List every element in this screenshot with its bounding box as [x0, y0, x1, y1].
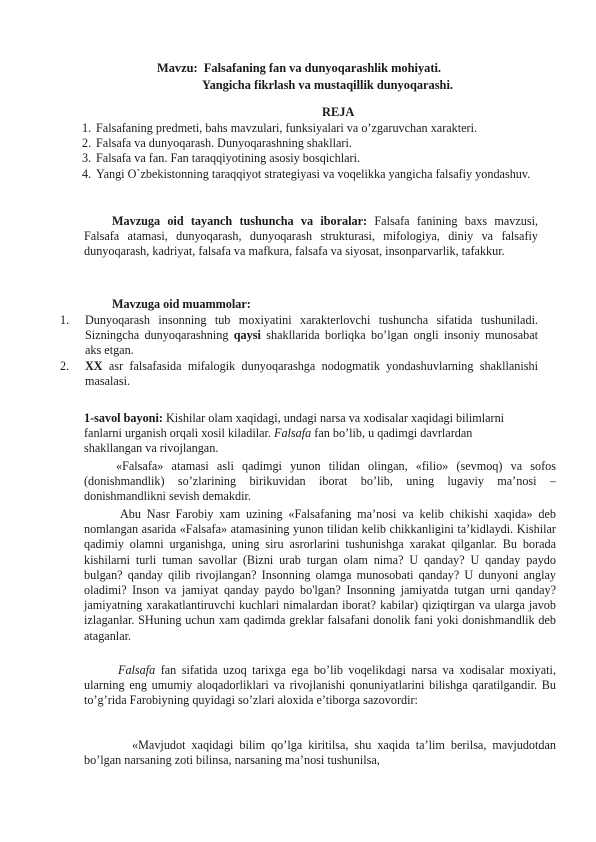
question1-label: 1-savol bayoni:	[84, 411, 163, 425]
falsafa-term: Falsafa	[118, 663, 156, 677]
question1-text: Kishilar olam xaqidagi, undagi narsa va xodisalar xaqidagi bilimlarni fanlarni urganish orqali xosil kiladilar.	[84, 411, 505, 441]
plan-item	[82, 167, 552, 182]
farobiy-paragraph: Abu Nasr Farobiy xam uzining «Falsafaning ma’nosi va kelib chikishi xaqida» deb nomlangan asarida «Falsafa» atamasining yunon tilidan kelib chikkanligini ta’kidlaydi. Kishilar qadimiy olamni urganishga, uning siru asrorlarini tushunishga xarakat qilganlar. Bu borada kishilarni turli tuman savollar (Bizni urab turgan olam nima? U qanday? U qanday paydo bulgan? qanday qilib rivojlangan? Insonning olamga munosobati qanday? U dunyoni anglay oladimi? Inson va jamiyat qanday paydo bo'lgan? Insonning jamiyatda tutgan urni qanday? jamiyatning xarakatlantiruvchi kuchlari nimalardan iborat? kabilar) qiziqtirgan va ularga javob izlaganlar. SHuning uchun xam qadimda greklar falsafani donolik fani yoki donishmandlik deb ataganlar.	[84, 507, 556, 643]
problem-text: asr falsafasida mifalogik dunyoqarashga nodogmatik yondashuvlarning shakllanishi masalasi.	[85, 358, 538, 388]
problem-emphasis: XX	[85, 358, 103, 373]
topic-title-text: Falsafaning fan va dunyoqarashlik mohiyati.	[203, 61, 442, 75]
plan-item-text: Falsafa va fan. Fan taraqqiyotining asosiy bosqichlari.	[96, 151, 361, 166]
question1-text: fan bo’lib, u qadimgi davrlardan shakllangan va rivojlangan.	[84, 426, 473, 456]
problem-number: 1.	[60, 313, 70, 327]
problems-heading	[112, 297, 412, 312]
plan-item-text: Falsafa va dunyoqarash. Dunyoqarashning shakllari.	[96, 136, 352, 151]
plan-item-number: 4.	[82, 166, 92, 181]
problem-item	[60, 313, 538, 359]
question1-paragraph	[84, 411, 514, 457]
problem-number: 2.	[60, 358, 70, 373]
falsafa-term: Falsafa	[274, 426, 312, 441]
plan-item	[82, 136, 552, 151]
problem-emphasis: qaysi	[233, 328, 261, 343]
key-concepts-paragraph	[84, 214, 538, 260]
plan-list	[82, 121, 552, 182]
topic-title-line-1	[157, 61, 441, 76]
problem-text: Dunyoqarash insonning tub moxiyatini xarakterlovchi tushuncha sifatida tushuniladi. Sizningcha dunyoqarashning	[85, 313, 538, 343]
philosophy-science-paragraph	[84, 663, 556, 709]
plan-item	[82, 151, 552, 166]
paragraph-text: fan sifatida uzoq tarixga ega bo’lib voqelikdagi narsa va xodisalar moxiyati, ularning eng umumiy aloqadorliklari va rivojlanishi qonuniyatlarini bilishga qaratilgandir. Bu to’g’rida Farobiyning quyidagi so’zlari aloxida e’tiborga sazovordir:	[84, 663, 556, 708]
etymology-paragraph: «Falsafa» atamasi asli qadimgi yunon tilidan olingan, «filio» (sevmoq) va sofos (donishmandlik) so’zlarining birikuvidan iborat bo’lib, uning lugaviy ma’nosi – donishmandlikni sevish demakdir.	[84, 459, 556, 504]
key-concepts-label: Mavzuga oid tayanch tushuncha va iboralar:	[112, 214, 368, 228]
plan-heading: REJA	[322, 105, 355, 119]
plan-item-number: 2.	[82, 136, 92, 151]
topic-title-line-2: Yangicha fikrlash va mustaqillik dunyoqarashi.	[202, 78, 453, 92]
plan-item-number: 1.	[82, 121, 92, 135]
problem-text: shakllarida borliqka bo’lgan ongli insoniy munosabat aks etgan.	[85, 328, 538, 358]
problems-label: Mavzuga oid muammolar:	[112, 297, 251, 311]
plan-item-number: 3.	[82, 151, 92, 166]
farobiy-quote-paragraph: «Mavjudot xaqidagi bilim qo’lga kiritilsa, shu xaqida ta’lim berilsa, mavjudotdan bo’lgan narsaning zoti bilinsa, narsaning ma’nosi tushunilsa,	[84, 738, 556, 768]
plan-item-text: Yangi O`zbekistonning taraqqiyot strategiyasi va voqelikka yangicha falsafiy yondashuv.	[96, 166, 531, 181]
problem-item	[60, 359, 538, 389]
key-concepts-text: Falsafa fanining baxs mavzusi, Falsafa atamasi, dunyoqarash, dunyoqarash strukturasi, mifologiya, diniy va falsafiy dunyoqarash, kadriyat, falsafa va mafkura, falsafa va siyosat, insonparvarlik, tafakkur.	[84, 214, 539, 259]
plan-item	[82, 121, 552, 136]
topic-label: Mavzu:	[157, 61, 198, 75]
problems-list	[60, 313, 538, 389]
plan-item-text: Falsafaning predmeti, bahs mavzulari, funksiyalari va o’zgaruvchan xarakteri.	[96, 121, 478, 135]
